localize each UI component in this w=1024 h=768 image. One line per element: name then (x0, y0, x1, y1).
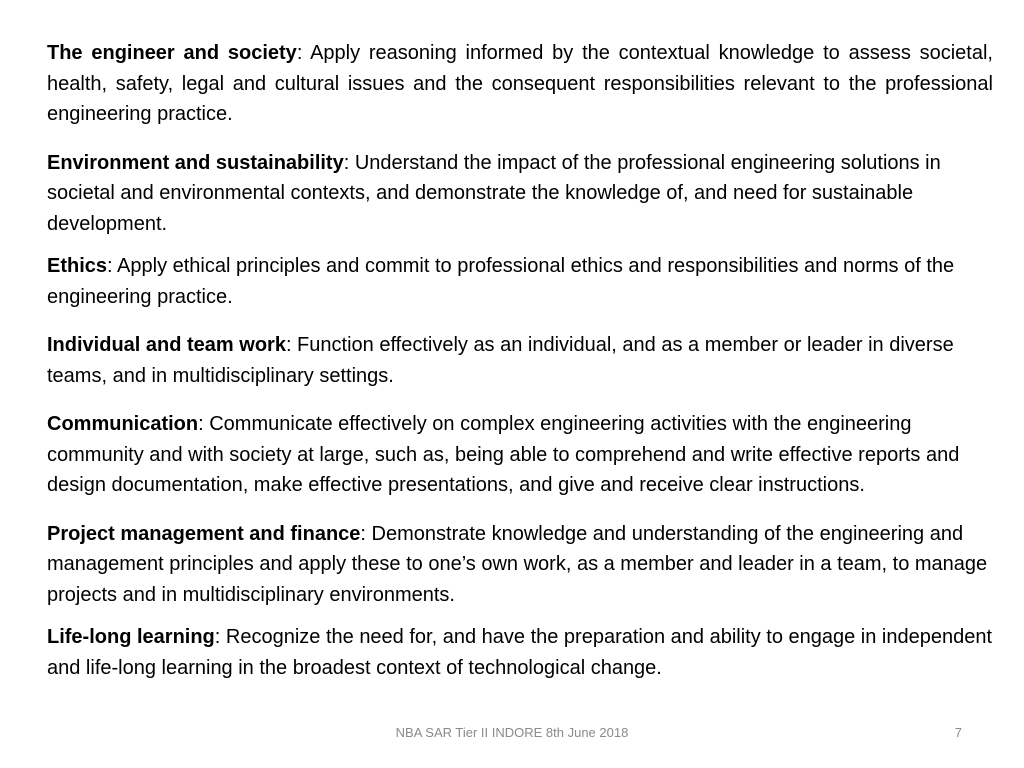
outcome-ethics (47, 251, 993, 312)
outcome-description: : Understand the impact of the professional engineering solutions in societal and environmental contexts, and demonstrate the knowledge of, and need for sustainable development. (47, 151, 941, 235)
outcome-description: : Apply reasoning informed by the contextual knowledge to assess societal, health, safety, legal and cultural issues and the consequent responsibilities relevant to the professional engineering practice. (47, 42, 993, 125)
outcome-description: : Recognize the need for, and have the preparation and ability to engage in independent and life-long learning in the broadest context of technological change. (47, 626, 993, 679)
outcome-environment-and-sustainability (47, 148, 993, 240)
outcome-communication (47, 409, 993, 501)
outcome-term: Life-long learning (47, 626, 215, 648)
outcome-term: Environment and sustainability (47, 151, 344, 174)
outcome-term: The engineer and society (47, 42, 297, 64)
slide-footer (0, 725, 1024, 745)
outcome-description: : Function effectively as an individual, and as a member or leader in diverse teams, and in multidisciplinary settings. (47, 334, 954, 387)
slide-body (47, 38, 993, 701)
outcome-term: Communication (47, 413, 199, 435)
outcome-project-management-and-finance (47, 519, 993, 611)
outcome-individual-and-team-work (47, 330, 993, 391)
footer-text: NBA SAR Tier II INDORE 8th June 2018 (395, 725, 629, 740)
outcome-description: : Demonstrate knowledge and understanding of the engineering and management principles and apply these to one’s own work, as a member and leader in a team, to manage projects and in multidisciplinary environments. (47, 522, 988, 606)
outcome-description: : Communicate effectively on complex engineering activities with the engineering community and with society at large, such as, being able to comprehend and write effective reports and design documentation, make effective presentations, and give and receive clear instructions. (47, 413, 960, 496)
outcome-term: Ethics (47, 255, 108, 277)
outcome-engineer-and-society (47, 38, 993, 130)
page-number: 7 (954, 725, 962, 740)
outcome-description: : Apply ethical principles and commit to professional ethics and responsibilities and norms of the engineering practice. (47, 255, 955, 308)
outcome-life-long-learning (47, 622, 993, 683)
outcome-term: Project management and finance (47, 522, 361, 545)
outcome-term: Individual and team work (47, 334, 286, 356)
